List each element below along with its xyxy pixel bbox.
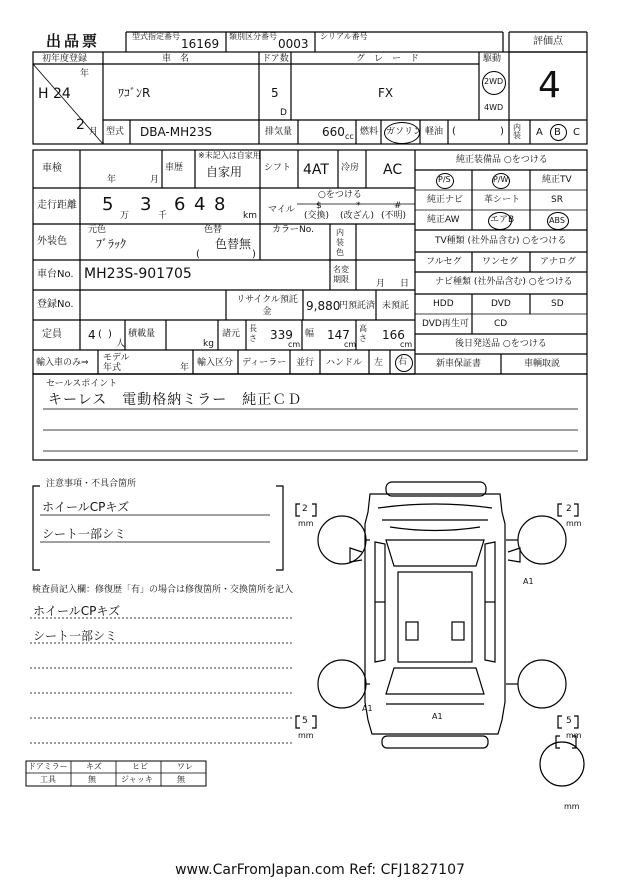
serial-label: シリアル番号 bbox=[320, 32, 368, 41]
mileage-unit-man: 万 bbox=[120, 211, 130, 221]
legend-header: ワレ bbox=[177, 762, 193, 771]
interior-a[interactable]: A bbox=[536, 127, 543, 138]
height-unit: cm bbox=[400, 340, 413, 349]
car-name-label: 車 名 bbox=[162, 54, 190, 64]
mm-unit: mm bbox=[566, 519, 582, 528]
capacity-unit: 人 bbox=[116, 339, 126, 349]
equip-aw[interactable]: 純正AW bbox=[427, 215, 460, 225]
tv-fullseg[interactable]: フルセグ bbox=[426, 257, 462, 267]
color-label: 外装色 bbox=[37, 236, 67, 247]
equip-sr[interactable]: SR bbox=[551, 195, 563, 205]
meter-opt1-mark: $ bbox=[316, 201, 322, 211]
sales-text: キーレス 電動格納ミラー 純正ＣＤ bbox=[48, 392, 303, 408]
model-year-label: モデル年式 bbox=[103, 353, 130, 373]
sales-label: セールスポイント bbox=[46, 379, 118, 389]
month-unit: 月 bbox=[89, 127, 99, 137]
equip-ps[interactable]: P/S bbox=[438, 175, 451, 184]
handle-left[interactable]: 左 bbox=[374, 358, 384, 368]
damage-mark: A1 bbox=[523, 577, 534, 586]
fuel-label: 燃料 bbox=[360, 127, 379, 137]
fuel-diesel[interactable]: 軽油 bbox=[425, 127, 444, 137]
legend-value: ジャッキ bbox=[121, 775, 153, 784]
grade-label: グ レ ー ド bbox=[356, 54, 420, 64]
meter-mile[interactable]: マイル bbox=[268, 205, 295, 215]
meter-tampered[interactable]: (改ざん) bbox=[340, 211, 375, 221]
interior-c[interactable]: C bbox=[573, 127, 580, 138]
mileage-digit: 6 bbox=[174, 194, 186, 215]
mileage-label: 走行距離 bbox=[37, 200, 77, 211]
registration-label: 登録No. bbox=[37, 299, 74, 310]
year-unit: 年 bbox=[80, 69, 90, 79]
car-name-value: ﾜｺﾞﾝR bbox=[118, 86, 151, 100]
legend-header: キズ bbox=[86, 762, 102, 771]
tire-fl-depth: 2 bbox=[302, 504, 308, 514]
load-label: 積載量 bbox=[128, 329, 156, 339]
import-type-label: 輸入区分 bbox=[197, 358, 234, 368]
cooler-label: 冷房 bbox=[341, 163, 360, 173]
displacement-label: 排気量 bbox=[265, 127, 293, 137]
score-value: 4 bbox=[538, 65, 561, 106]
door-suffix: D bbox=[280, 108, 287, 118]
mm-unit: mm bbox=[566, 731, 582, 740]
capacity-value: 4 bbox=[88, 328, 96, 342]
paint-color-label: 色替 bbox=[204, 225, 223, 235]
meter-unknown[interactable]: (不明) bbox=[381, 211, 407, 221]
meter-opt2-mark: * bbox=[356, 201, 361, 211]
interior-color-label: 内装色 bbox=[336, 228, 344, 257]
equip-tv[interactable]: 純正TV bbox=[542, 175, 572, 185]
equip-pw[interactable]: P/W bbox=[493, 175, 509, 184]
height-label: 高さ bbox=[359, 324, 367, 343]
navi-header: ナビ種類 (社外品含む) ○をつける bbox=[435, 277, 573, 287]
type-designation-label: 型式指定番号 bbox=[132, 32, 180, 41]
length-unit: cm bbox=[288, 340, 301, 349]
import-dealer[interactable]: ディーラー bbox=[242, 358, 287, 368]
width-label: 幅 bbox=[305, 329, 315, 339]
first-reg-month: 2 bbox=[76, 117, 85, 133]
import-label: 輸入車のみ⇒ bbox=[36, 358, 89, 368]
paint-color-value: 色替無 bbox=[215, 237, 252, 251]
shaken-year-unit: 年 bbox=[107, 175, 117, 185]
displacement-unit: cc bbox=[345, 132, 354, 141]
category-value: 0003 bbox=[278, 37, 309, 51]
navi-dvd[interactable]: DVD bbox=[491, 299, 511, 309]
navi-cd[interactable]: CD bbox=[494, 319, 508, 329]
length-label: 長さ bbox=[249, 324, 257, 343]
equip-airbag[interactable]: エアB bbox=[490, 215, 515, 225]
form-title: 出品票 bbox=[46, 32, 101, 50]
shaken-label: 車検 bbox=[42, 163, 62, 174]
inspector-line: ホイールCPキズ bbox=[33, 604, 121, 618]
handle-right[interactable]: 右 bbox=[398, 357, 408, 367]
note-line: ホイールCPキズ bbox=[42, 500, 130, 514]
later-header: 後日発送品 ○をつける bbox=[455, 339, 547, 349]
plate-day-unit: 日 bbox=[400, 279, 410, 289]
model-label: 型式 bbox=[106, 127, 125, 137]
mm-unit: mm bbox=[298, 731, 314, 740]
legend-value: 工具 bbox=[40, 775, 56, 784]
mileage-unit-km: km bbox=[243, 211, 257, 221]
navi-hdd[interactable]: HDD bbox=[433, 299, 454, 309]
first-reg-year: H 24 bbox=[38, 86, 71, 102]
shift-label: シフト bbox=[264, 163, 292, 173]
mileage-digit: 5 bbox=[102, 194, 114, 215]
damage-mark: A1 bbox=[432, 712, 443, 721]
equip-navi[interactable]: 純正ナビ bbox=[427, 195, 464, 205]
color-no-label: カラーNo. bbox=[272, 225, 314, 235]
mileage-unit-sen: 千 bbox=[158, 211, 168, 221]
tv-analog[interactable]: アナログ bbox=[540, 257, 577, 267]
legend-header: ヒビ bbox=[132, 762, 148, 771]
height-value: 166 bbox=[382, 328, 405, 342]
history-label: 車歴 bbox=[165, 163, 184, 173]
meter-circle-note: ○をつける bbox=[318, 190, 362, 200]
plate-change-label: 名変期限 bbox=[333, 265, 349, 284]
tv-header: TV種類 (社外品含む) ○をつける bbox=[435, 236, 567, 246]
recycle-value: 9,880 bbox=[306, 299, 341, 313]
chassis-label: 車台No. bbox=[37, 269, 74, 280]
recycle-label: リサイクル預託金 bbox=[236, 295, 298, 317]
mileage-digit: 3 bbox=[140, 194, 152, 215]
displacement-value: 660 bbox=[322, 125, 345, 139]
legend-value: 無 bbox=[88, 775, 96, 784]
history-note: ※未記入は自家用 bbox=[198, 151, 261, 160]
history-value: 自家用 bbox=[206, 165, 243, 179]
drive-label: 駆動 bbox=[483, 54, 502, 64]
drive-2wd[interactable]: 2WD bbox=[484, 77, 504, 86]
recycle-status: 円預託済 bbox=[339, 301, 376, 311]
length-value: 339 bbox=[270, 328, 293, 342]
load-unit: kg bbox=[203, 339, 214, 349]
grade-value: FX bbox=[378, 86, 394, 100]
navi-dvd-player[interactable]: DVD再生可 bbox=[422, 319, 469, 329]
score-label: 評価点 bbox=[533, 36, 563, 47]
note-line: シート一部シミ bbox=[42, 527, 127, 541]
meter-exchanged[interactable]: (交換) bbox=[304, 211, 330, 221]
plate-month-unit: 月 bbox=[376, 279, 386, 289]
navi-sd[interactable]: SD bbox=[551, 299, 564, 309]
import-parallel[interactable]: 並行 bbox=[296, 358, 315, 368]
capacity-label: 定員 bbox=[42, 329, 62, 340]
doors-value: 5 bbox=[271, 86, 279, 100]
meter-opt3-mark: # bbox=[394, 201, 402, 211]
model-value: DBA-MH23S bbox=[140, 125, 213, 139]
tv-oneseg[interactable]: ワンセグ bbox=[482, 257, 519, 267]
car-diagram bbox=[290, 472, 610, 812]
damage-mark: A1 bbox=[362, 704, 373, 713]
fuel-gasoline[interactable]: ガソリン bbox=[386, 127, 423, 137]
inspector-label: 検査員記入欄：修復歴「有」の場合は修復箇所・交換箇所を記入 bbox=[32, 585, 294, 595]
mileage-digit: 8 bbox=[214, 194, 226, 215]
width-unit: cm bbox=[344, 340, 357, 349]
first-reg-label: 初年度登録 bbox=[42, 54, 88, 64]
width-value: 147 bbox=[327, 328, 350, 342]
later-manual[interactable]: 車輌取説 bbox=[524, 359, 561, 369]
tire-fr-depth: 2 bbox=[566, 504, 572, 514]
mm-unit: mm bbox=[564, 802, 580, 811]
genuine-header: 純正装備品 ○をつける bbox=[456, 155, 548, 165]
equip-leather[interactable]: 革シート bbox=[484, 195, 521, 205]
equip-abs[interactable]: ABS bbox=[549, 216, 565, 225]
shift-value: 4AT bbox=[303, 162, 329, 178]
chassis-value: MH23S-901705 bbox=[84, 266, 192, 282]
doors-label: ドア数 bbox=[262, 54, 289, 64]
type-designation-value: 16169 bbox=[181, 37, 220, 51]
category-label: 類別区分番号 bbox=[229, 32, 277, 41]
drive-4wd[interactable]: 4WD bbox=[484, 103, 504, 112]
model-year-unit: 年 bbox=[180, 363, 190, 373]
orig-color-label: 元色 bbox=[88, 225, 107, 235]
shaken-month-unit: 月 bbox=[150, 175, 160, 185]
cooler-value: AC bbox=[383, 162, 403, 178]
interior-b[interactable]: B bbox=[554, 127, 561, 138]
orig-color-value: ﾌﾞﾗｯｸ bbox=[96, 237, 127, 251]
notes-label: 注意事項・不具合箇所 bbox=[46, 479, 137, 489]
mm-unit: mm bbox=[298, 519, 314, 528]
later-warranty[interactable]: 新車保証書 bbox=[436, 359, 482, 369]
tire-rl-depth: 5 bbox=[302, 716, 308, 726]
legend-value: 無 bbox=[177, 775, 185, 784]
mileage-digit: 4 bbox=[194, 194, 206, 215]
tire-rr-depth: 5 bbox=[566, 716, 572, 726]
handle-label: ハンドル bbox=[326, 358, 363, 368]
recycle-unpaid[interactable]: 未預託 bbox=[382, 301, 410, 311]
footer-watermark: www.CarFromJapan.com Ref: CFJ1827107 bbox=[175, 862, 465, 878]
inspector-line: シート一部シミ bbox=[33, 629, 118, 643]
interior-label: 内装 bbox=[513, 123, 521, 140]
dims-label: 諸元 bbox=[222, 329, 241, 339]
legend-header: ドアミラー bbox=[28, 762, 68, 771]
